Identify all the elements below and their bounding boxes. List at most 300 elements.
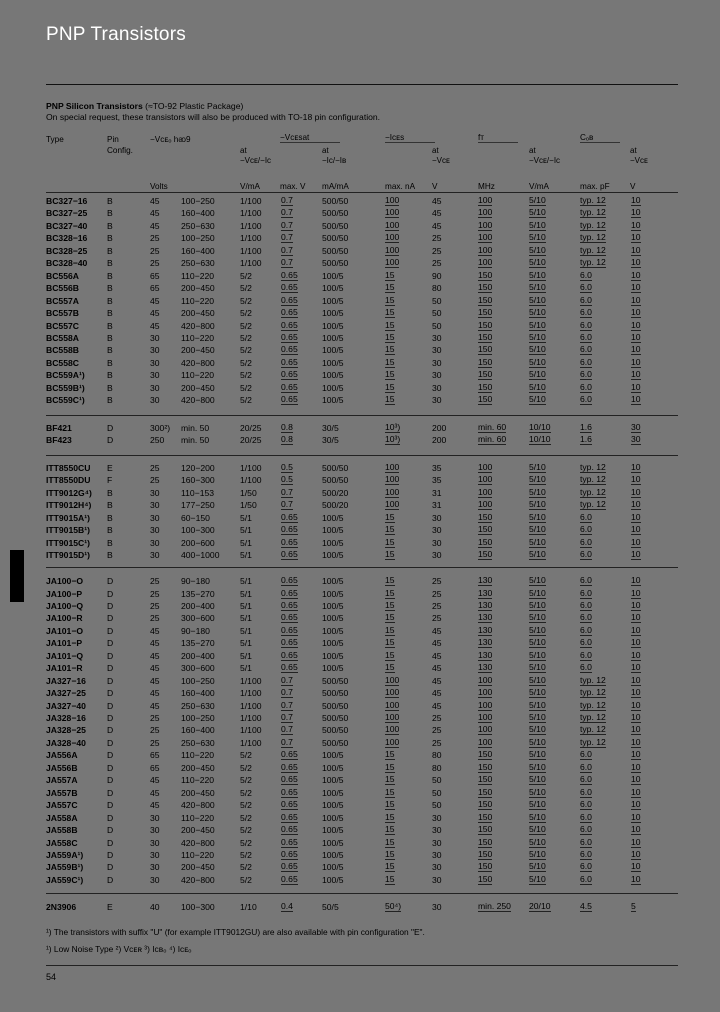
- unit-max-na: max. nA: [385, 182, 416, 191]
- cell-hfe-cond: 1/100: [240, 220, 262, 231]
- cell-pin: B: [107, 320, 113, 331]
- cell-hfe-cond: 5/2: [240, 775, 252, 786]
- table-row: [0, 382, 720, 394]
- cell-type: JA100−P: [46, 588, 83, 599]
- cell-pin: B: [107, 537, 113, 548]
- cell-ft: 100: [478, 674, 493, 685]
- cell-pin: D: [107, 423, 114, 433]
- cell-ices-cond: 80: [432, 283, 442, 294]
- cell-vcbo: 25: [150, 576, 160, 586]
- cell-hfe-cond: 5/1: [240, 512, 252, 523]
- table-row: [0, 332, 720, 344]
- cell-cob-cond: 10: [631, 749, 641, 760]
- cell-cob-cond: 10: [631, 724, 641, 735]
- cell-pin: B: [107, 245, 113, 256]
- cell-ft: 150: [478, 749, 493, 760]
- cell-hfe-cond: 20/25: [240, 435, 262, 446]
- cell-vcesat-cond: 100/5: [322, 874, 344, 885]
- cell-hfe: 250−630: [181, 700, 215, 711]
- cell-ices-cond: 30: [432, 345, 442, 356]
- cell-vcesat: 0.65: [281, 811, 298, 822]
- cell-ices: 15: [385, 774, 395, 785]
- cell-cob: 6.0: [580, 761, 592, 772]
- group-divider: [46, 567, 678, 568]
- cell-vcesat: 0.7: [281, 232, 293, 243]
- cell-ft: 130: [478, 612, 493, 623]
- cell-ices: 15: [385, 319, 395, 330]
- cell-cob: 6.0: [580, 662, 592, 673]
- col-vcesat-line: [280, 142, 340, 143]
- cell-vcesat: 0.7: [281, 486, 293, 497]
- col-type: Type: [46, 135, 64, 144]
- caption-note: On special request, these transistors will also be produced with TO-18 pin configuration.: [46, 112, 381, 122]
- cell-hfe: 300−600: [181, 663, 215, 674]
- cell-ices-cond: 30: [432, 862, 442, 873]
- cell-vcesat: 0.65: [281, 511, 298, 522]
- cell-ices-cond: 30: [432, 812, 442, 823]
- cell-vcbo: 45: [150, 787, 160, 798]
- cell-cob: 6.0: [580, 861, 592, 872]
- cell-ices: 15: [385, 761, 395, 772]
- cell-type: JA559A¹): [46, 849, 84, 860]
- col-at-3-cond: −Vᴄᴇ: [432, 156, 450, 165]
- cell-cob: 6.0: [580, 587, 592, 598]
- cell-ft-cond: 5/10: [529, 369, 546, 380]
- cell-cob-cond: 10: [631, 219, 641, 230]
- cell-vcbo: 45: [150, 295, 160, 306]
- cell-ft-cond: 5/10: [529, 848, 546, 859]
- cell-ft: 150: [478, 524, 493, 535]
- cell-ices-cond: 50: [432, 800, 442, 811]
- cell-ft: min. 60: [478, 422, 507, 432]
- cell-vcbo: 45: [150, 625, 160, 636]
- cell-ft-cond: 5/10: [529, 761, 546, 772]
- cell-vcesat: 0.65: [281, 536, 298, 547]
- cell-cob-cond: 10: [631, 699, 641, 710]
- cell-pin: B: [107, 270, 113, 281]
- cell-hfe: 250−630: [181, 737, 215, 748]
- cell-vcbo: 40: [150, 902, 160, 912]
- cell-vcesat: 0.65: [281, 612, 298, 623]
- cell-cob-cond: 10: [631, 612, 641, 623]
- cell-hfe-cond: 5/2: [240, 370, 252, 381]
- cell-cob: 6.0: [580, 612, 592, 623]
- table-row: [0, 749, 720, 761]
- cell-vcesat: 0.65: [281, 294, 298, 305]
- cell-ft: 100: [478, 207, 493, 218]
- cell-pin: B: [107, 208, 113, 219]
- cell-ft: 150: [478, 511, 493, 522]
- cell-vcbo: 25: [150, 588, 160, 599]
- cell-ices: 100: [385, 244, 400, 255]
- cell-vcesat: 0.65: [281, 873, 298, 884]
- cell-type: BC559B¹): [46, 382, 85, 393]
- cell-ices-cond: 25: [432, 233, 442, 244]
- cell-pin: B: [107, 357, 113, 368]
- cell-pin: D: [107, 725, 114, 736]
- cell-cob-cond: 10: [631, 687, 641, 697]
- cell-type: ITT8550DU: [46, 475, 91, 486]
- cell-hfe: 160−300: [181, 475, 215, 486]
- cell-pin: D: [107, 613, 114, 624]
- cell-ices: 100: [385, 674, 400, 685]
- cell-ices-cond: 50: [432, 320, 442, 331]
- cell-ft-cond: 5/10: [529, 511, 546, 522]
- table-row: [0, 600, 720, 612]
- cell-ices-cond: 200: [432, 435, 447, 446]
- cell-cob-cond: 10: [631, 511, 641, 522]
- cell-ices: 15: [385, 811, 395, 822]
- cell-cob: typ. 12: [580, 219, 606, 230]
- cell-ices: 15: [385, 331, 395, 342]
- cell-pin: B: [107, 345, 113, 356]
- cell-vcesat: 0.7: [281, 687, 293, 697]
- cell-cob: typ. 12: [580, 724, 606, 735]
- cell-hfe-cond: 1/50: [240, 487, 257, 498]
- cell-vcesat: 0.65: [281, 824, 298, 834]
- cell-ices: 15: [385, 294, 395, 305]
- table-row: [0, 837, 720, 849]
- cell-cob-cond: 10: [631, 587, 641, 598]
- cell-pin: B: [107, 382, 113, 393]
- cell-ft-cond: 5/10: [529, 394, 546, 405]
- cell-ft: 150: [478, 381, 493, 392]
- cell-ft: 150: [478, 344, 493, 355]
- cell-cob: 6.0: [580, 344, 592, 355]
- table-row: [0, 344, 720, 356]
- cell-cob: 6.0: [580, 381, 592, 392]
- cell-type: BF421: [46, 423, 72, 433]
- cell-vcbo: 30: [150, 837, 160, 848]
- cell-ft-cond: 5/10: [529, 474, 546, 485]
- cell-vcesat: 0.7: [281, 699, 293, 710]
- cell-ices: 15: [385, 848, 395, 859]
- cell-vcbo: 25: [150, 613, 160, 624]
- cell-ft-cond: 5/10: [529, 244, 546, 255]
- table-row: [0, 799, 720, 811]
- cell-cob-cond: 10: [631, 474, 641, 485]
- table-row: [0, 675, 720, 687]
- cell-hfe: 100−250: [181, 196, 215, 206]
- cell-hfe: 300−600: [181, 613, 215, 624]
- cell-vcesat: 0.65: [281, 307, 298, 318]
- cell-vcesat: 0.65: [281, 394, 298, 405]
- cell-ices: 15: [385, 394, 395, 405]
- unit-v-1: V: [432, 182, 438, 191]
- cell-type: JA559B¹): [46, 862, 84, 873]
- cell-ices: 15: [385, 749, 395, 760]
- cell-hfe: 200−450: [181, 862, 215, 873]
- cell-hfe: 110−220: [181, 270, 215, 281]
- cell-ices: 15: [385, 873, 395, 884]
- cell-pin: B: [107, 332, 113, 343]
- cell-ices-cond: 30: [432, 382, 442, 393]
- cell-cob: typ. 12: [580, 499, 606, 510]
- cell-ices-cond: 30: [432, 825, 442, 835]
- cell-vcesat-cond: 100/5: [322, 862, 344, 873]
- cell-vcesat-cond: 100/5: [322, 600, 344, 611]
- cell-vcesat: 0.65: [281, 786, 298, 797]
- cell-hfe: 420−800: [181, 320, 215, 331]
- cell-ices: 15: [385, 799, 395, 810]
- cell-ices: 100: [385, 687, 400, 697]
- cell-ft: 150: [478, 848, 493, 859]
- cell-type: JA327−16: [46, 675, 86, 686]
- cell-type: BC557B: [46, 308, 79, 319]
- cell-pin: B: [107, 395, 113, 406]
- col-at-4-cond: −Vᴄᴇ/−Iᴄ: [529, 156, 561, 165]
- cell-ices-cond: 45: [432, 700, 442, 711]
- caption-package: (≈TO-92 Plastic Package): [142, 101, 244, 111]
- cell-cob: 6.0: [580, 774, 592, 785]
- cell-type: BC327−40: [46, 220, 88, 231]
- cell-hfe: 110−220: [181, 295, 215, 306]
- table-row: [0, 861, 720, 873]
- table-row: [0, 637, 720, 649]
- cell-ft-cond: 5/10: [529, 637, 546, 648]
- cell-ft: 100: [478, 724, 493, 735]
- cell-cob: 6.0: [580, 811, 592, 822]
- cell-hfe: 100−300: [181, 902, 215, 912]
- cell-hfe: 200−600: [181, 537, 215, 548]
- cell-vcbo: 250: [150, 435, 165, 446]
- table-row: [0, 232, 720, 244]
- cell-ft: 130: [478, 624, 493, 635]
- cell-vcbo: 65: [150, 750, 160, 761]
- cell-hfe-cond: 5/1: [240, 638, 252, 649]
- cell-ices-cond: 25: [432, 245, 442, 256]
- cell-hfe-cond: 1/100: [240, 475, 262, 486]
- cell-vcesat-cond: 100/5: [322, 762, 344, 773]
- cell-hfe: 110−220: [181, 849, 215, 860]
- cell-vcesat-cond: 100/5: [322, 576, 344, 586]
- cell-type: ITT8550CU: [46, 463, 91, 473]
- table-row: [0, 588, 720, 600]
- cell-vcesat-cond: 100/5: [322, 512, 344, 523]
- cell-cob-cond: 10: [631, 319, 641, 330]
- col-at-5-cond: −Vᴄᴇ: [630, 156, 648, 165]
- col-ices: −Iᴄᴇs: [385, 133, 405, 142]
- cell-cob: typ. 12: [580, 712, 606, 722]
- cell-vcesat: 0.65: [281, 624, 298, 635]
- cell-hfe-cond: 5/2: [240, 874, 252, 885]
- cell-pin: D: [107, 435, 114, 446]
- cell-vcbo: 25: [150, 725, 160, 736]
- col-at-1-cond: −Vᴄᴇ/−Iᴄ: [240, 156, 272, 165]
- cell-ices: 15: [385, 536, 395, 547]
- cell-vcesat-cond: 500/50: [322, 220, 349, 231]
- cell-vcbo: 45: [150, 638, 160, 649]
- footnote-suffix: ¹) The transistors with suffix "U" (for example ITT9012GU) are also available with pin configuration "E".: [46, 927, 425, 937]
- cell-cob-cond: 10: [631, 394, 641, 405]
- cell-vcesat: 0.65: [281, 637, 298, 648]
- cell-vcbo: 45: [150, 663, 160, 674]
- cell-vcesat-cond: 100/5: [322, 295, 344, 306]
- cell-pin: B: [107, 233, 113, 244]
- table-row: [0, 512, 720, 524]
- cell-type: BC559A¹): [46, 370, 85, 381]
- cell-ices: 100: [385, 195, 400, 205]
- cell-vcesat-cond: 100/5: [322, 345, 344, 356]
- cell-ft-cond: 5/10: [529, 624, 546, 635]
- cell-hfe: 160−400: [181, 688, 215, 698]
- cell-cob: 6.0: [580, 331, 592, 342]
- cell-type: BC558C: [46, 357, 79, 368]
- cell-vcesat-cond: 500/20: [322, 487, 349, 498]
- cell-ices: 15: [385, 524, 395, 535]
- col-pin: Pin: [107, 135, 119, 144]
- cell-vcesat: 0.7: [281, 219, 293, 230]
- cell-vcesat-cond: 100/5: [322, 650, 344, 661]
- unit-v-2: V: [630, 182, 636, 191]
- cell-ft: 150: [478, 774, 493, 785]
- cell-ices-cond: 45: [432, 220, 442, 231]
- cell-type: ITT9012G⁴): [46, 487, 92, 498]
- cell-pin: D: [107, 600, 114, 611]
- cell-hfe-cond: 1/100: [240, 258, 262, 269]
- cell-type: JA558B: [46, 825, 78, 835]
- cell-vcesat-cond: 100/5: [322, 812, 344, 823]
- cell-vcesat-cond: 100/5: [322, 613, 344, 624]
- cell-hfe: 90−180: [181, 625, 210, 636]
- cell-cob: 6.0: [580, 786, 592, 797]
- cell-cob: 6.0: [580, 873, 592, 884]
- cell-ices-cond: 45: [432, 208, 442, 219]
- cell-ft: 100: [478, 499, 493, 510]
- cell-vcbo: 30: [150, 525, 160, 536]
- cell-hfe-cond: 1/10: [240, 902, 257, 912]
- cell-hfe: 110−220: [181, 812, 215, 823]
- cell-hfe-cond: 5/2: [240, 849, 252, 860]
- cell-vcbo: 25: [150, 713, 160, 723]
- cell-hfe: 200−450: [181, 345, 215, 356]
- cell-type: BC559C¹): [46, 395, 85, 406]
- cell-cob-cond: 30: [631, 434, 641, 445]
- cell-ices: 15: [385, 282, 395, 293]
- cell-type: JA556B: [46, 762, 78, 773]
- col-at-5: at: [630, 146, 637, 155]
- cell-ices-cond: 45: [432, 688, 442, 698]
- cell-vcbo: 300²): [150, 423, 171, 433]
- cell-ft-cond: 5/10: [529, 674, 546, 685]
- cell-cob-cond: 10: [631, 307, 641, 318]
- cell-vcbo: 45: [150, 675, 160, 686]
- cell-ices-cond: 45: [432, 638, 442, 649]
- cell-ices: 100: [385, 474, 400, 485]
- cell-cob: 6.0: [580, 269, 592, 280]
- cell-ft-cond: 5/10: [529, 824, 546, 834]
- col-at-3: at: [432, 146, 439, 155]
- cell-vcesat-cond: 500/50: [322, 675, 349, 686]
- cell-ices: 15: [385, 662, 395, 673]
- cell-vcesat: 0.65: [281, 861, 298, 872]
- cell-type: BC556A: [46, 270, 79, 281]
- cell-vcesat: 0.65: [281, 749, 298, 760]
- cell-vcesat: 0.65: [281, 549, 298, 560]
- table-row: [0, 612, 720, 624]
- cell-type: BC327−16: [46, 196, 88, 206]
- cell-hfe-cond: 5/2: [240, 270, 252, 281]
- cell-hfe: 110−153: [181, 487, 215, 498]
- cell-hfe: 110−220: [181, 370, 215, 381]
- page-title: PNP Transistors: [46, 24, 186, 45]
- cell-ices-cond: 45: [432, 625, 442, 636]
- cell-ft-cond: 5/10: [529, 861, 546, 872]
- cell-vcesat-cond: 500/50: [322, 463, 349, 473]
- table-row: [0, 487, 720, 499]
- cell-ft: 100: [478, 257, 493, 268]
- cell-cob: 6.0: [580, 599, 592, 610]
- cell-ft: min. 250: [478, 901, 511, 911]
- cell-vcbo: 30: [150, 537, 160, 548]
- cell-vcesat-cond: 500/50: [322, 688, 349, 698]
- cell-ft: 130: [478, 637, 493, 648]
- units-rule: [46, 192, 678, 193]
- cell-hfe: 200−450: [181, 787, 215, 798]
- cell-vcesat-cond: 500/20: [322, 500, 349, 511]
- table-row: [0, 812, 720, 824]
- cell-cob-cond: 10: [631, 873, 641, 884]
- cell-ices: 15: [385, 836, 395, 847]
- cell-ft: 150: [478, 356, 493, 367]
- unit-volts: Volts: [150, 182, 168, 191]
- col-cob: Cₒʙ: [580, 133, 594, 142]
- cell-ft: 150: [478, 861, 493, 872]
- cell-ices: 100: [385, 462, 400, 472]
- cell-vcesat-cond: 100/5: [322, 270, 344, 281]
- cell-hfe: 100−300: [181, 525, 215, 536]
- table-row: [0, 575, 720, 587]
- cell-hfe-cond: 5/1: [240, 550, 252, 561]
- table-row: [0, 282, 720, 294]
- cell-hfe-cond: 1/100: [240, 463, 262, 473]
- cell-ices: 100: [385, 219, 400, 230]
- cell-vcesat: 0.65: [281, 575, 298, 585]
- cell-pin: E: [107, 463, 113, 473]
- table-row: [0, 307, 720, 319]
- cell-vcesat-cond: 100/5: [322, 537, 344, 548]
- cell-ft-cond: 5/10: [529, 499, 546, 510]
- cell-type: JA556A: [46, 750, 78, 761]
- cell-ft-cond: 5/10: [529, 549, 546, 560]
- cell-hfe: 420−800: [181, 395, 215, 406]
- table-row: [0, 220, 720, 232]
- cell-type: ITT9012H⁴): [46, 500, 92, 511]
- cell-cob-cond: 10: [631, 524, 641, 535]
- cell-cob: typ. 12: [580, 195, 606, 205]
- cell-vcbo: 30: [150, 825, 160, 835]
- cell-vcesat: 0.5: [281, 462, 293, 472]
- cell-hfe-cond: 5/2: [240, 283, 252, 294]
- cell-type: BC558A: [46, 332, 79, 343]
- table-row: [0, 537, 720, 549]
- col-ft-line: [478, 142, 518, 143]
- cell-cob: 6.0: [580, 524, 592, 535]
- cell-vcesat: 0.7: [281, 244, 293, 255]
- cell-ices-cond: 45: [432, 675, 442, 686]
- cell-pin: B: [107, 196, 113, 206]
- cell-pin: B: [107, 512, 113, 523]
- cell-hfe: 135−270: [181, 638, 215, 649]
- table-row: [0, 394, 720, 406]
- cell-ices-cond: 35: [432, 475, 442, 486]
- cell-hfe-cond: 5/2: [240, 395, 252, 406]
- cell-ices: 15: [385, 612, 395, 623]
- cell-hfe: 110−220: [181, 332, 215, 343]
- cell-ft-cond: 5/10: [529, 344, 546, 355]
- cell-ft: 150: [478, 536, 493, 547]
- cell-vcesat-cond: 100/5: [322, 800, 344, 811]
